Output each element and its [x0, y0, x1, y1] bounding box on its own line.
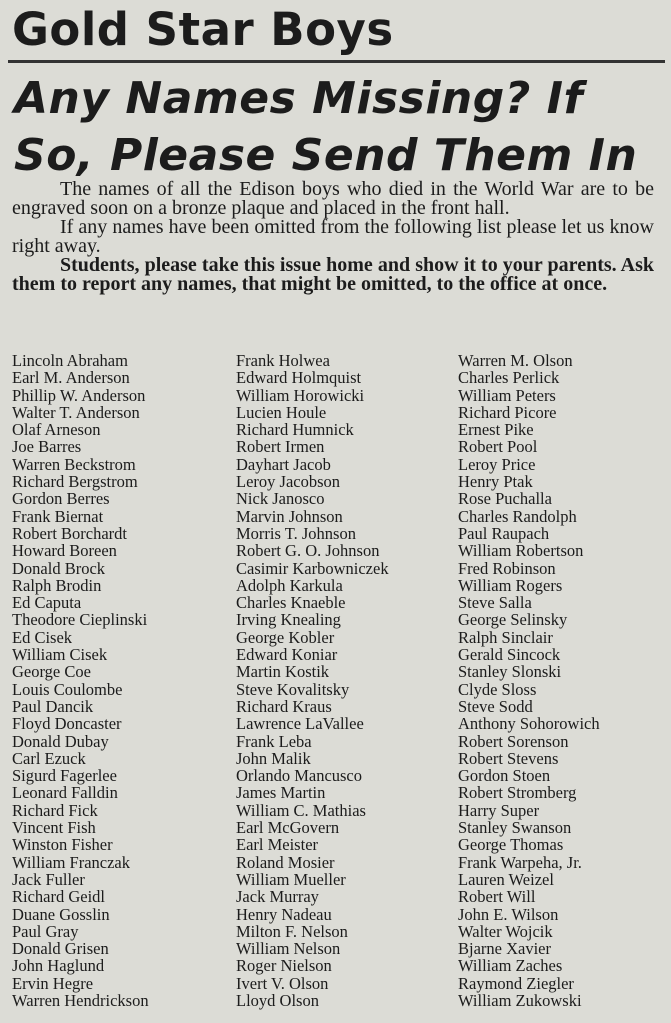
name-entry: Vincent Fish — [12, 818, 96, 838]
name-entry: Richard Picore — [458, 402, 557, 422]
name-entry: Ervin Hegre — [12, 973, 94, 993]
name-entry: William Nelson — [236, 939, 341, 959]
name-entry: Robert Stromberg — [458, 783, 577, 803]
name-entry: Paul Gray — [12, 921, 79, 941]
name-entry: William Mueller — [236, 869, 346, 889]
headline-line: Any Names Missing? If — [14, 73, 584, 124]
name-entry: Roland Mosier — [236, 852, 335, 872]
name-entry: Fred Robinson — [458, 558, 556, 578]
name-entry: William Franczak — [12, 852, 130, 872]
name-entry: Paul Dancik — [12, 696, 94, 716]
name-entry: Robert Stevens — [458, 748, 559, 768]
name-entry: Frank Warpeha, Jr. — [458, 852, 582, 872]
name-entry: Clyde Sloss — [458, 679, 537, 699]
name-entry: Adolph Karkula — [236, 575, 343, 595]
name-entry: Rose Puchalla — [458, 489, 552, 509]
name-entry: Ernest Pike — [458, 420, 534, 440]
name-entry: Harry Super — [458, 800, 540, 820]
name-entry: Roger Nielson — [236, 956, 332, 976]
name-entry: Charles Knaeble — [236, 593, 346, 613]
name-entry: Henry Nadeau — [236, 904, 332, 924]
name-entry: Charles Randolph — [458, 506, 577, 526]
name-entry: Charles Perlick — [458, 368, 560, 388]
name-entry: Lloyd Olson — [236, 990, 319, 1010]
names-column-3 — [458, 352, 600, 1009]
name-entry: Anthony Sohorowich — [458, 714, 600, 734]
name-entry: Robert Borchardt — [12, 523, 128, 543]
name-entry: Paul Raupach — [458, 523, 550, 543]
article-headline — [14, 70, 664, 184]
name-entry: Morris T. Johnson — [236, 523, 356, 543]
name-entry: Frank Leba — [236, 731, 312, 751]
name-entry: Marvin Johnson — [236, 506, 343, 526]
name-entry: Winston Fisher — [12, 835, 113, 855]
name-entry: Walter T. Anderson — [12, 402, 140, 422]
name-entry: William C. Mathias — [236, 800, 366, 820]
name-entry: John Haglund — [12, 956, 105, 976]
name-entry: Edward Holmquist — [236, 368, 362, 388]
name-entry: George Coe — [12, 662, 91, 682]
name-entry: Robert G. O. Johnson — [236, 541, 380, 561]
name-entry: Robert Irmen — [236, 437, 325, 457]
headline-line: So, Please Send Them In — [14, 130, 638, 181]
name-entry: John Malik — [236, 748, 311, 768]
intro-paragraph: The names of all the Edison boys who died in the World War are to be engraved soon on a bronze plaque and placed in the front hall. — [12, 178, 654, 219]
name-entry: George Kobler — [236, 627, 335, 647]
name-entry: Leonard Falldin — [12, 783, 118, 803]
name-entry: Richard Fick — [12, 800, 98, 820]
name-entry: John E. Wilson — [458, 904, 559, 924]
name-entry: William Horowicki — [236, 385, 365, 405]
name-entry: Earl McGovern — [236, 818, 340, 838]
name-entry: Gordon Berres — [12, 489, 110, 509]
article-body — [12, 180, 654, 294]
article-title: Gold Star Boys — [12, 3, 394, 56]
name-entry: Donald Brock — [12, 558, 106, 578]
name-entry: Irving Knealing — [236, 610, 341, 630]
name-entry: George Thomas — [458, 835, 564, 855]
name-entry: Raymond Ziegler — [458, 973, 574, 993]
name-entry: Duane Gosslin — [12, 904, 110, 924]
name-entry: Earl Meister — [236, 835, 319, 855]
name-entry: Steve Kovalitsky — [236, 679, 350, 699]
name-entry: Stanley Slonski — [458, 662, 562, 682]
name-entry: Richard Kraus — [236, 696, 332, 716]
name-entry: Bjarne Xavier — [458, 939, 551, 959]
name-entry: William Zaches — [458, 956, 563, 976]
name-entry: Olaf Arneson — [12, 420, 101, 440]
name-entry: Howard Boreen — [12, 541, 117, 561]
name-entry: Donald Grisen — [12, 939, 109, 959]
name-entry: Gordon Stoen — [458, 766, 551, 786]
names-column-2 — [236, 352, 389, 1009]
name-entry: William Zukowski — [458, 990, 582, 1010]
name-entry: Richard Geidl — [12, 887, 106, 907]
name-entry: Casimir Karbowniczek — [236, 558, 389, 578]
name-entry: Leroy Jacobson — [236, 472, 341, 492]
name-entry: James Martin — [236, 783, 326, 803]
name-entry: Donald Dubay — [12, 731, 109, 751]
name-entry: Ed Caputa — [12, 593, 82, 613]
name-entry: Robert Pool — [458, 437, 538, 457]
name-entry: Leroy Price — [458, 454, 536, 474]
name-entry: Ralph Brodin — [12, 575, 102, 595]
title-rule — [8, 60, 665, 63]
name-entry: Robert Will — [458, 887, 536, 907]
name-entry: Dayhart Jacob — [236, 454, 331, 474]
name-entry: Frank Biernat — [12, 506, 104, 526]
name-entry: Orlando Mancusco — [236, 766, 363, 786]
name-entry: Earl M. Anderson — [12, 368, 130, 388]
name-entry: Floyd Doncaster — [12, 714, 122, 734]
name-entry: Warren Hendrickson — [12, 990, 149, 1010]
name-entry: Stanley Swanson — [458, 818, 572, 838]
name-entry: William Cisek — [12, 645, 108, 665]
name-entry: Jack Murray — [236, 887, 319, 907]
name-entry: Steve Salla — [458, 593, 532, 613]
name-entry: Phillip W. Anderson — [12, 385, 146, 405]
name-entry: Ralph Sinclair — [458, 627, 553, 647]
name-entry: Carl Ezuck — [12, 748, 86, 768]
name-entry: Louis Coulombe — [12, 679, 123, 699]
name-entry: Joe Barres — [12, 437, 82, 457]
name-entry: Ivert V. Olson — [236, 973, 329, 993]
name-entry: Robert Sorenson — [458, 731, 569, 751]
name-entry: Walter Wojcik — [458, 921, 553, 941]
name-entry: Jack Fuller — [12, 869, 85, 889]
name-entry: Edward Koniar — [236, 645, 338, 665]
appeal-paragraph: Students, please take this issue home and show it to your parents. Ask them to report any names, that might be omitted, to the office at once. — [12, 254, 654, 295]
name-entry: Lawrence LaVallee — [236, 714, 364, 734]
name-entry: Lincoln Abraham — [12, 351, 128, 370]
name-entry: Warren M. Olson — [458, 351, 573, 370]
name-entry: Frank Holwea — [236, 351, 330, 370]
name-entry: William Robertson — [458, 541, 584, 561]
name-entry: Richard Bergstrom — [12, 472, 138, 492]
name-entry: Steve Sodd — [458, 696, 533, 716]
name-entry: Nick Janosco — [236, 489, 325, 509]
name-entry: Sigurd Fagerlee — [12, 766, 117, 786]
name-entry: Gerald Sincock — [458, 645, 561, 665]
name-entry: William Peters — [458, 385, 556, 405]
name-entry: Richard Humnick — [236, 420, 354, 440]
name-entry: Theodore Cieplinski — [12, 610, 148, 630]
name-entry: Lucien Houle — [236, 402, 327, 422]
intro-paragraph: If any names have been omitted from the following list please let us know right away. — [12, 216, 654, 257]
name-entry: Martin Kostik — [236, 662, 330, 682]
name-entry: Henry Ptak — [458, 472, 533, 492]
name-entry: Ed Cisek — [12, 627, 73, 647]
name-entry: Milton F. Nelson — [236, 921, 348, 941]
name-entry: William Rogers — [458, 575, 563, 595]
names-column-1 — [12, 352, 149, 1009]
name-entry: George Selinsky — [458, 610, 568, 630]
name-entry: Lauren Weizel — [458, 869, 554, 889]
name-entry: Warren Beckstrom — [12, 454, 136, 474]
